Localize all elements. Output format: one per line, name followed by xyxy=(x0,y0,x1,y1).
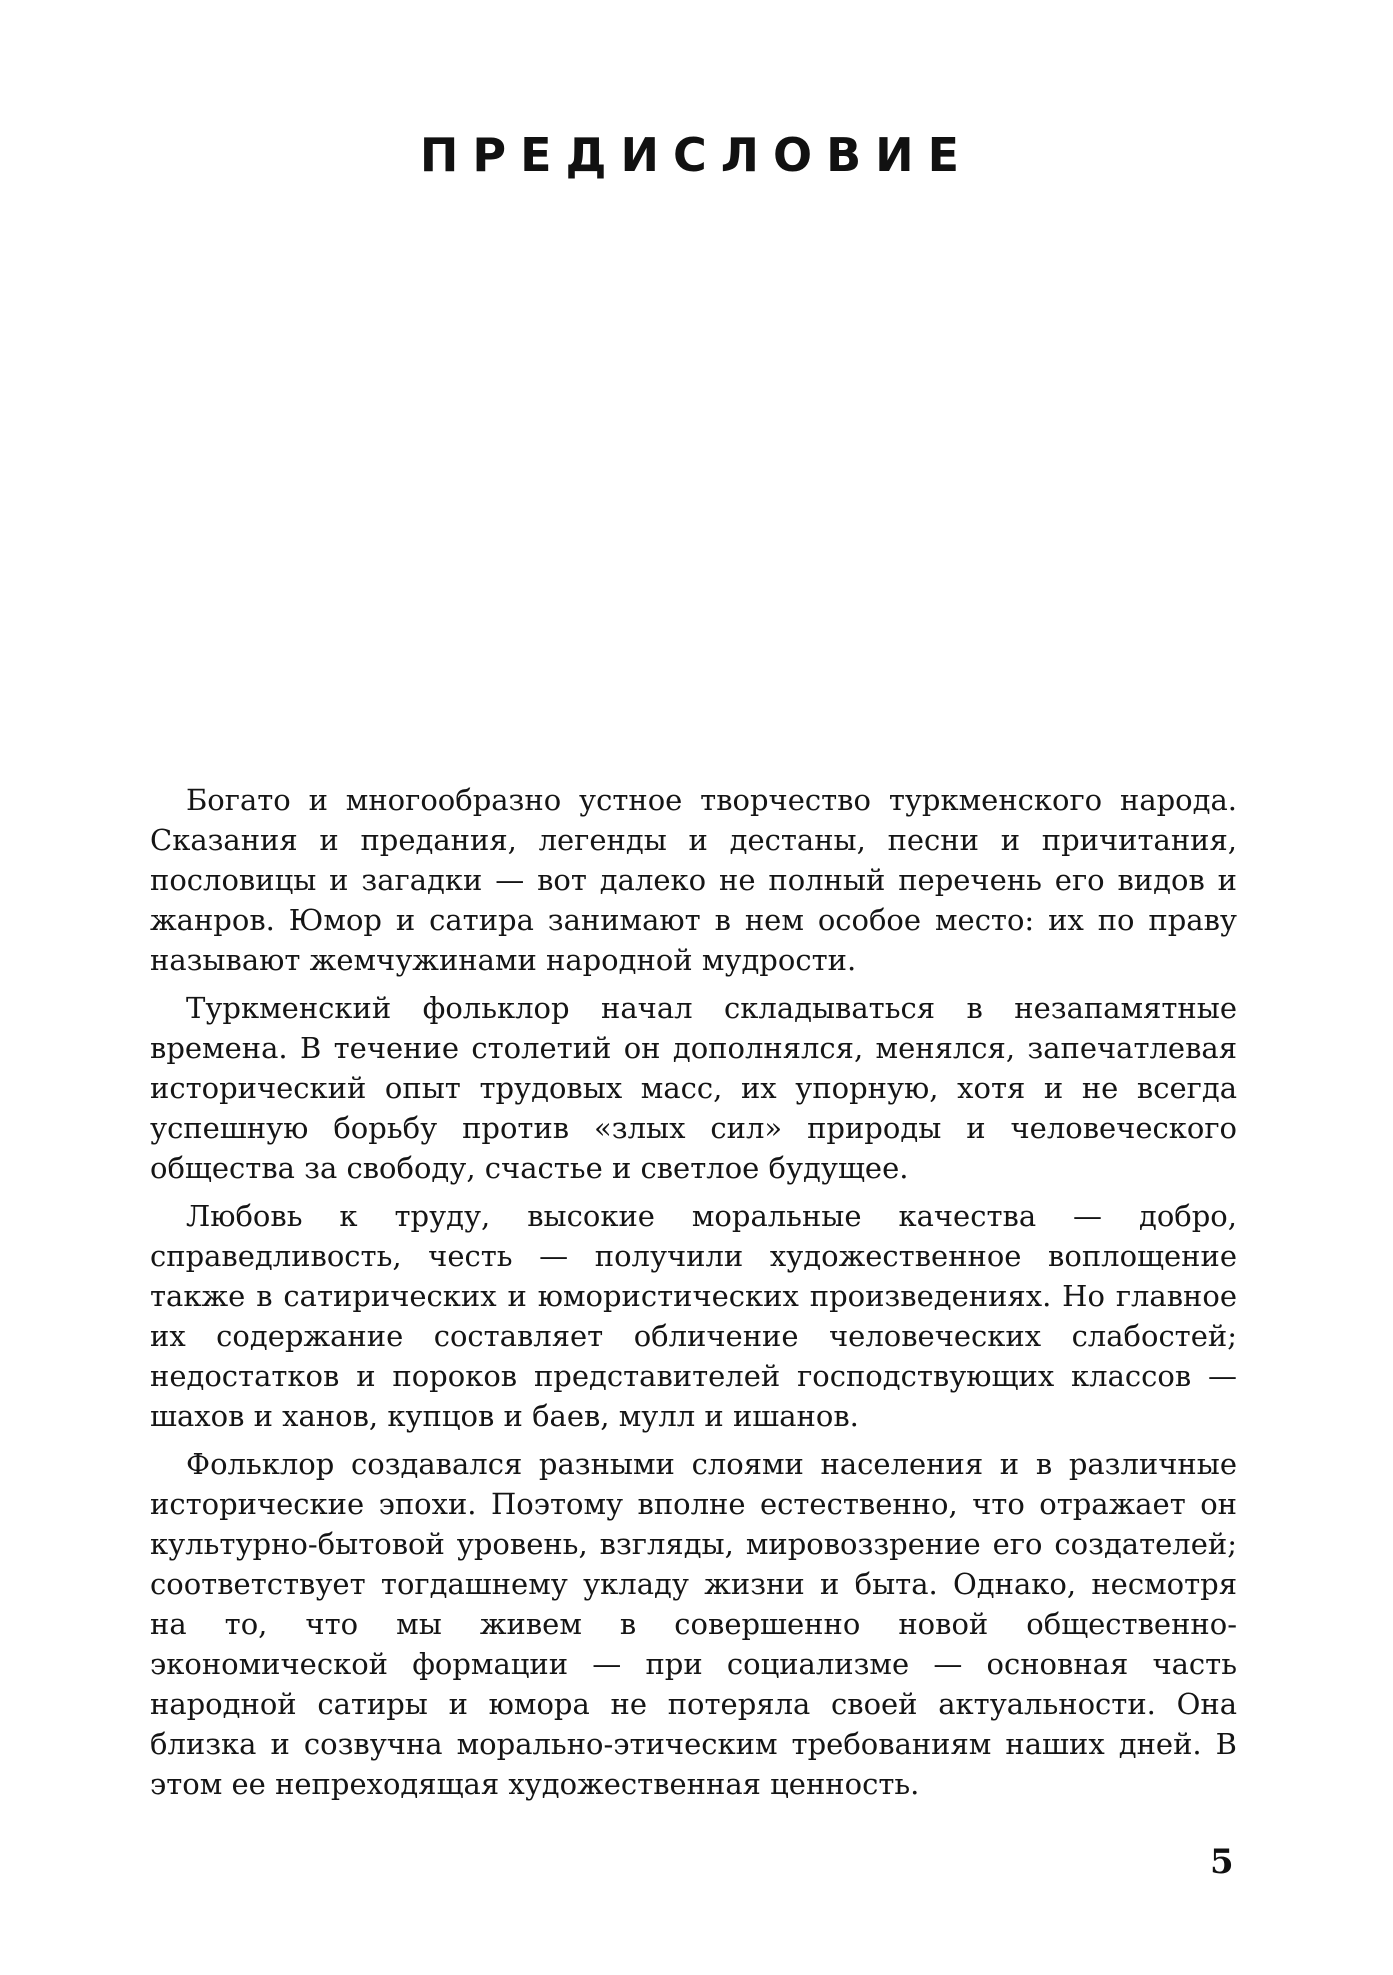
paragraph: Фольклор создавался разными слоями населения и в различные исторические эпохи. Поэтому вполне естественно, что отражает он культурно-бытовой уровень, взгляды, мировоззрение его создателей; соответствует тогдашнему укладу жизни и быта. Однако, несмотря на то, что мы живем в совершенно новой общественно-экономической формации — при социализме — основная часть народной сатиры и юмора не потеряла своей актуальности. Она близка и созвучна морально-этическим требованиям наших дней. В этом ее непреходящая художественная ценность. xyxy=(150,1447,1237,1801)
page-number: 5 xyxy=(1210,1842,1234,1882)
preface-body xyxy=(150,780,1237,1812)
paragraph: Любовь к труду, высокие моральные качества — добро, справедливость, честь — получили художественное воплощение также в сатирических и юмористических произведениях. Но главное их содержание составляет обличение человеческих слабостей; недостатков и пороков представителей господствующих классов — шахов и ханов, купцов и баев, мулл и ишанов. xyxy=(150,1199,1237,1433)
paragraph: Туркменский фольклор начал складываться в незапамятные времена. В течение столетий он дополнялся, менялся, запечатлевая исторический опыт трудовых масс, их упорную, хотя и не всегда успешную борьбу против «злых сил» природы и человеческого общества за свободу, счастье и светлое будущее. xyxy=(150,991,1237,1185)
page-title: ПРЕДИСЛОВИЕ xyxy=(419,128,974,182)
paragraph: Богато и многообразно устное творчество туркменского народа. Сказания и предания, легенды и дестаны, песни и причитания, пословицы и загадки — вот далеко не полный перечень его видов и жанров. Юмор и сатира занимают в нем особое место: их по праву называют жемчужинами народной мудрости. xyxy=(150,783,1237,977)
